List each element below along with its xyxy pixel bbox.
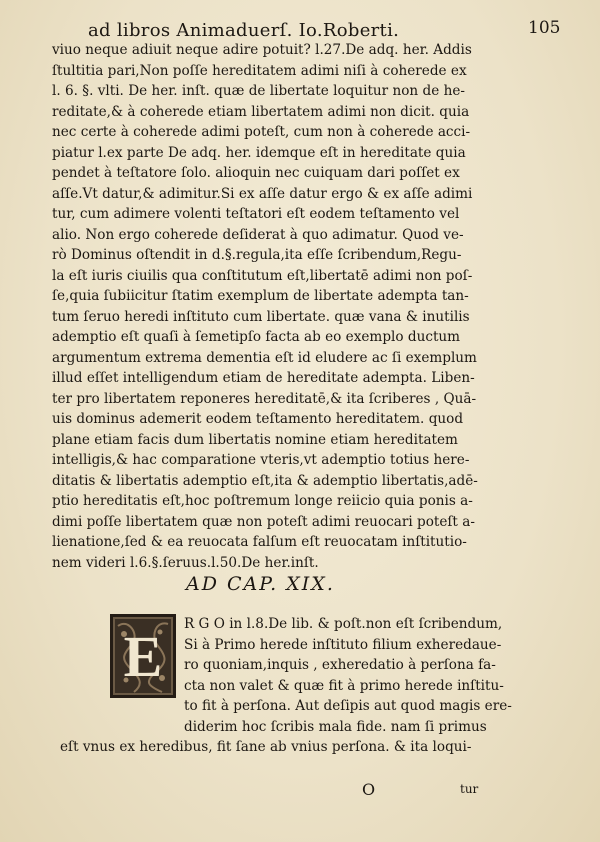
chapter-text-continued: [60, 737, 490, 758]
text-line: ditatis & libertatis ademptio eſt,ita & ademptio libertatis,adē-: [52, 472, 478, 489]
text-line: tur, cum adimere volenti teſtatori eſt eodem teſtamento vel: [52, 206, 460, 222]
chapter-heading: AD CAP. XIX.: [186, 573, 335, 595]
signature-mark: O: [362, 780, 376, 799]
text-line: plane etiam facis dum libertatis nomine etiam hereditatem: [52, 431, 458, 448]
text-line: eſt vnus ex heredibus, fit ſane ab vnius perſona. & ita loqui-: [60, 739, 472, 755]
text-line: Si à Primo herede inſtituto filium exheredaue-: [184, 636, 502, 653]
page-number: 105: [528, 18, 561, 38]
text-line: alio. Non ergo coherede deſiderat à quo adimatur. Quod ve-: [52, 226, 464, 243]
text-line: uis dominus ademerit eodem teſtamento hereditatem. quod: [52, 411, 464, 427]
text-line: to fit à perſona. Aut deſipis aut quod magis ere-: [184, 698, 512, 714]
text-line: viuo neque adiuit neque adire potuit? l.27.De adq. her. Addis: [52, 42, 472, 58]
text-line: l. 6. §. vlti. De her. inſt. quæ de libertate loquitur non de he-: [52, 83, 465, 99]
initial-letter: E: [123, 623, 163, 689]
text-line: R G O in l.8.De lib. & poſt.non eſt ſcribendum,: [184, 616, 503, 632]
running-head: ad libros Animaduerſ. Io.Roberti.: [88, 20, 400, 41]
text-line: nec certe à coherede adimi poteſt, cum non à coherede acci-: [52, 124, 471, 140]
catchword: tur: [460, 782, 479, 796]
text-line: aſſe.Vt datur,& adimitur.Si ex aſſe datur ergo & ex aſſe adimi: [52, 185, 473, 202]
text-line: dimi poſſe libertatem quæ non poteſt adimi reuocari poteſt a-: [52, 513, 475, 530]
text-line: ro quoniam,inquis , exheredatio à perſona fa-: [184, 657, 496, 673]
decorated-initial: [110, 614, 176, 698]
text-line: intelligis,& hac comparatione vteris,vt ademptio totius here-: [52, 452, 470, 468]
text-line: ſtultitia pari,Non poſſe hereditatem adimi niſi à coherede ex: [52, 62, 467, 79]
text-line: tum ſeruo heredi inſtituto cum libertate. quæ vana & inutilis: [52, 308, 470, 325]
text-line: illud eſſet intelligendum etiam de hereditate adempta. Liben-: [52, 370, 475, 386]
body-text: [52, 40, 552, 573]
text-line: ptio hereditatis eſt,hoc poſtremum longe reiicio quia ponis a-: [52, 493, 473, 509]
text-line: pendet à teſtatore ſolo. alioquin nec cuiquam dari poſſet ex: [52, 165, 460, 181]
text-line: ter pro libertatem reponeres hereditatē,& ita ſcriberes , Quā-: [52, 390, 477, 407]
text-line: nem videri l.6.§.ſeruus.l.50.De her.inſt.: [52, 554, 319, 571]
text-line: piatur l.ex parte De adq. her. idemque eſt in hereditate quia: [52, 144, 466, 161]
text-line: diderim hoc ſcribis mala fide. nam ſi primus: [184, 718, 487, 735]
text-line: reditate,& à coherede etiam libertatem adimi non dicit. quia: [52, 103, 470, 120]
text-line: ademptio eſt quaſi à ſemetipſo facta ab eo exemplo ductum: [52, 329, 461, 345]
chapter-text: [184, 614, 512, 737]
text-line: ſe,quia ſubiicitur ſtatim exemplum de libertate adempta tan-: [52, 288, 469, 304]
text-line: argumentum extrema dementia eſt id eludere ac ſi exemplum: [52, 349, 477, 366]
text-line: la eſt iuris ciuilis qua conſtitutum eſt,libertatē adimi non poſ-: [52, 267, 473, 284]
text-line: lienatione,ſed & ea reuocata falſum eſt reuocatam inſtitutio-: [52, 534, 467, 550]
text-line: rò Dominus oſtendit in d.§.regula,ita eſſe ſcribendum,Regu-: [52, 247, 462, 263]
text-line: cta non valet & quæ fit à primo herede inſtitu-: [184, 677, 504, 694]
